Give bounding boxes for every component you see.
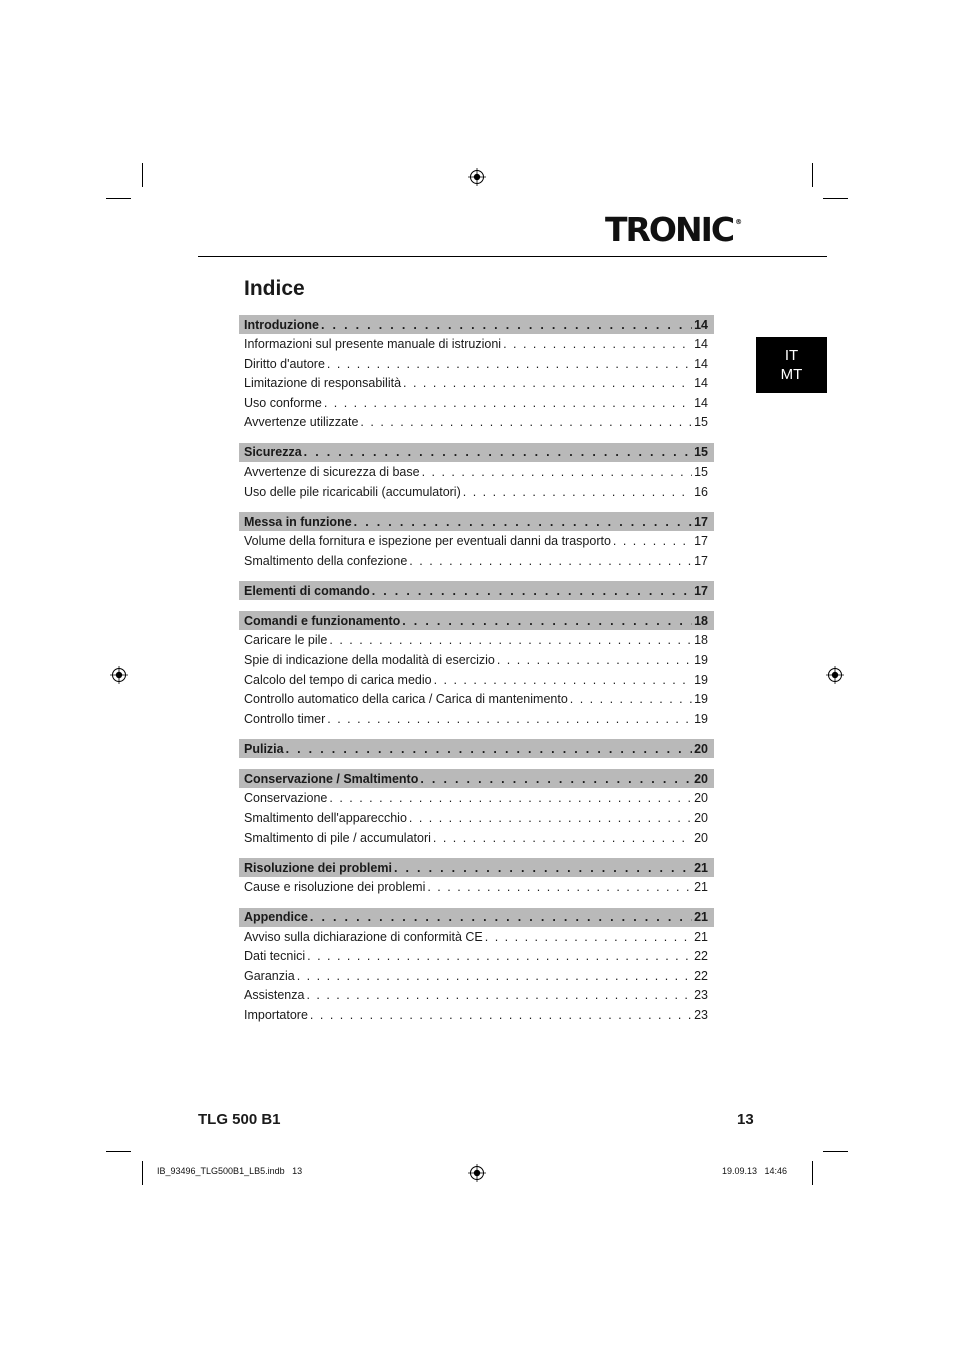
language-tab bbox=[756, 337, 827, 393]
toc-section-page: 14 bbox=[694, 317, 708, 332]
toc-entry-page: 20 bbox=[694, 830, 708, 845]
toc-section-heading[interactable] bbox=[239, 443, 714, 462]
toc-section bbox=[239, 512, 714, 581]
toc-entry-page: 16 bbox=[694, 484, 708, 499]
toc-leader bbox=[329, 633, 692, 647]
toc-section bbox=[239, 769, 714, 858]
toc-entry[interactable] bbox=[239, 673, 714, 693]
footer-page-number: 13 bbox=[737, 1111, 754, 1128]
toc-section-title: Pulizia bbox=[244, 741, 284, 756]
toc-leader bbox=[310, 1008, 692, 1022]
brand-logo: TRONIC ® bbox=[605, 210, 743, 249]
toc-section bbox=[239, 315, 714, 443]
toc-entry-page: 23 bbox=[694, 1008, 708, 1023]
toc-entry-page: 19 bbox=[694, 692, 708, 707]
toc-entry-label: Controllo timer bbox=[244, 711, 326, 726]
toc-leader bbox=[403, 376, 692, 390]
toc-entry-label: Smaltimento di pile / accumulatori bbox=[244, 830, 431, 845]
toc-section-title: Sicurezza bbox=[244, 445, 302, 460]
print-slug-file: IB_93496_TLG500B1_LB5.indb 13 bbox=[157, 1166, 303, 1176]
toc-section-heading[interactable] bbox=[239, 908, 714, 927]
toc-entry-label: Spie di indicazione della modalità di esercizio bbox=[244, 652, 495, 667]
toc-entry-list bbox=[239, 927, 714, 1036]
toc-entry-page: 17 bbox=[694, 553, 708, 568]
toc-leader bbox=[310, 910, 692, 924]
toc-entry-label: Dati tecnici bbox=[244, 949, 306, 964]
toc-entry-page: 21 bbox=[694, 929, 708, 944]
toc-entry-page: 15 bbox=[694, 415, 708, 430]
toc-entry-label: Informazioni sul presente manuale di istruzioni bbox=[244, 337, 502, 351]
toc-section-page: 17 bbox=[694, 583, 708, 598]
toc-entry-page: 17 bbox=[694, 534, 708, 549]
toc-entry[interactable] bbox=[239, 1008, 714, 1028]
registration-mark-icon bbox=[468, 1164, 486, 1182]
toc-entry-page: 19 bbox=[694, 652, 708, 667]
toc-section-heading[interactable] bbox=[239, 315, 714, 334]
toc-leader bbox=[613, 534, 692, 548]
crop-mark bbox=[823, 198, 848, 199]
toc-leader bbox=[324, 396, 692, 410]
toc-leader bbox=[321, 318, 692, 332]
toc-leader bbox=[427, 880, 692, 894]
toc-section-title: Risoluzione dei problemi bbox=[244, 860, 392, 875]
toc-leader bbox=[304, 445, 692, 459]
toc-section-title: Elementi di comando bbox=[244, 583, 370, 598]
toc-section-page: 18 bbox=[694, 613, 708, 628]
toc-entry[interactable] bbox=[239, 415, 714, 435]
toc-entry-page: 20 bbox=[694, 791, 708, 806]
page-title: Indice bbox=[244, 277, 305, 300]
toc-leader bbox=[360, 415, 692, 429]
toc-entry-page: 14 bbox=[694, 395, 708, 410]
toc-section-heading[interactable] bbox=[239, 739, 714, 758]
toc-section bbox=[239, 739, 714, 758]
toc-entry-page: 22 bbox=[694, 968, 708, 983]
toc-section bbox=[239, 611, 714, 739]
toc-entry-list bbox=[239, 877, 714, 908]
language-tab-line1: IT bbox=[784, 347, 799, 364]
toc-entry[interactable] bbox=[239, 969, 714, 989]
toc-leader bbox=[372, 584, 692, 598]
toc-section-page: 20 bbox=[694, 771, 708, 786]
toc-section-page: 21 bbox=[694, 860, 708, 875]
toc-entry-page: 15 bbox=[694, 464, 708, 479]
toc-entry-list bbox=[239, 462, 714, 512]
toc-entry[interactable] bbox=[239, 534, 714, 554]
toc-leader bbox=[420, 772, 692, 786]
toc-entry[interactable] bbox=[239, 337, 714, 357]
toc-leader bbox=[307, 949, 692, 963]
table-of-contents bbox=[239, 315, 714, 1036]
toc-entry[interactable] bbox=[239, 554, 714, 574]
toc-entry-label: Diritto d'autore bbox=[244, 356, 325, 371]
toc-section bbox=[239, 858, 714, 908]
toc-entry-label: Conservazione bbox=[244, 791, 328, 806]
toc-entry-page: 14 bbox=[694, 376, 708, 391]
toc-entry[interactable] bbox=[239, 692, 714, 712]
toc-entry-page: 19 bbox=[694, 672, 708, 687]
crop-mark bbox=[823, 1151, 848, 1152]
toc-leader bbox=[409, 811, 692, 825]
toc-entry-page: 14 bbox=[694, 356, 708, 371]
toc-leader bbox=[409, 554, 692, 568]
toc-entry-list bbox=[239, 788, 714, 858]
crop-mark bbox=[812, 1161, 813, 1185]
toc-entry-label: Smaltimento dell'apparecchio bbox=[244, 810, 407, 825]
toc-section-heading[interactable] bbox=[239, 581, 714, 600]
toc-leader bbox=[329, 791, 692, 805]
toc-entry-label: Calcolo del tempo di carica medio bbox=[244, 672, 432, 687]
toc-entry[interactable] bbox=[239, 485, 714, 505]
crop-mark bbox=[142, 1161, 143, 1185]
toc-entry-page: 23 bbox=[694, 988, 708, 1003]
toc-leader bbox=[286, 742, 693, 756]
toc-leader bbox=[497, 653, 692, 667]
toc-entry-label: Volume della fornitura e ispezione per eventuali danni da trasporto bbox=[244, 534, 611, 549]
toc-entry-label: Cause e risoluzione dei problemi bbox=[244, 880, 426, 895]
registration-mark-icon bbox=[110, 666, 128, 684]
toc-entry-list bbox=[239, 630, 714, 739]
toc-entry-page: 18 bbox=[694, 633, 708, 648]
toc-entry-list bbox=[239, 334, 714, 443]
toc-section bbox=[239, 581, 714, 600]
toc-entry-label: Garanzia bbox=[244, 968, 295, 983]
toc-entry[interactable] bbox=[239, 880, 714, 900]
toc-leader bbox=[433, 831, 692, 845]
toc-entry[interactable] bbox=[239, 376, 714, 396]
toc-leader bbox=[394, 861, 692, 875]
toc-entry[interactable] bbox=[239, 357, 714, 377]
toc-entry-page: 19 bbox=[694, 711, 708, 726]
toc-section-title: Introduzione bbox=[244, 317, 319, 332]
toc-leader bbox=[402, 614, 692, 628]
toc-entry-label: Avviso sulla dichiarazione di conformità CE bbox=[244, 929, 483, 944]
toc-entry[interactable] bbox=[239, 831, 714, 851]
toc-entry-label: Limitazione di responsabilità bbox=[244, 376, 402, 391]
crop-mark bbox=[106, 198, 131, 199]
toc-entry-label: Importatore bbox=[244, 1008, 308, 1023]
toc-leader bbox=[503, 337, 692, 351]
toc-entry-label: Uso conforme bbox=[244, 395, 322, 410]
toc-section-title: Conservazione / Smaltimento bbox=[244, 771, 419, 786]
crop-mark bbox=[142, 163, 143, 187]
toc-leader bbox=[306, 988, 692, 1002]
toc-entry-label: Controllo automatico della carica / Carica di mantenimento bbox=[244, 692, 568, 707]
toc-entry[interactable] bbox=[239, 930, 714, 950]
toc-entry-page: 14 bbox=[694, 337, 708, 351]
toc-section-page: 17 bbox=[694, 514, 708, 529]
toc-section-title: Appendice bbox=[244, 910, 308, 925]
toc-entry-page: 22 bbox=[694, 949, 708, 964]
toc-entry[interactable] bbox=[239, 712, 714, 732]
toc-entry-label: Uso delle pile ricaricabili (accumulatori) bbox=[244, 484, 461, 499]
toc-leader bbox=[297, 969, 692, 983]
toc-entry-label: Assistenza bbox=[244, 988, 305, 1003]
toc-section-title: Messa in funzione bbox=[244, 514, 352, 529]
toc-section-heading[interactable] bbox=[239, 512, 714, 531]
toc-leader bbox=[422, 465, 693, 479]
toc-leader bbox=[327, 712, 692, 726]
toc-entry[interactable] bbox=[239, 949, 714, 969]
print-slug-datetime: 19.09.13 14:46 bbox=[722, 1166, 788, 1176]
toc-section-heading[interactable] bbox=[239, 611, 714, 630]
footer-model: TLG 500 B1 bbox=[198, 1111, 281, 1128]
toc-section-title: Comandi e funzionamento bbox=[244, 613, 401, 628]
toc-section bbox=[239, 443, 714, 512]
toc-entry[interactable] bbox=[239, 396, 714, 416]
crop-mark bbox=[106, 1151, 131, 1152]
toc-entry[interactable] bbox=[239, 988, 714, 1008]
toc-section-heading[interactable] bbox=[239, 769, 714, 788]
language-tab-line2: MT bbox=[780, 366, 803, 383]
toc-entry-page: 20 bbox=[694, 810, 708, 825]
toc-leader bbox=[485, 930, 692, 944]
toc-entry-label: Caricare le pile bbox=[244, 633, 328, 648]
toc-entry[interactable] bbox=[239, 633, 714, 653]
toc-leader bbox=[327, 357, 692, 371]
toc-entry-list bbox=[239, 531, 714, 581]
toc-entry[interactable] bbox=[239, 811, 714, 831]
toc-entry-label: Avvertenze utilizzate bbox=[244, 415, 359, 430]
toc-leader bbox=[434, 673, 693, 687]
toc-entry-label: Smaltimento della confezione bbox=[244, 553, 408, 568]
toc-leader bbox=[354, 515, 692, 529]
toc-section-page: 20 bbox=[694, 741, 708, 756]
toc-section-page: 21 bbox=[694, 910, 708, 925]
toc-section-page: 15 bbox=[694, 445, 708, 460]
crop-mark bbox=[812, 163, 813, 187]
toc-entry[interactable] bbox=[239, 791, 714, 811]
toc-entry[interactable] bbox=[239, 465, 714, 485]
toc-section bbox=[239, 908, 714, 1036]
toc-leader bbox=[570, 692, 692, 706]
toc-entry[interactable] bbox=[239, 653, 714, 673]
toc-section-heading[interactable] bbox=[239, 858, 714, 877]
registration-mark-icon bbox=[826, 666, 844, 684]
toc-entry-page: 21 bbox=[694, 880, 708, 895]
toc-entry-label: Avvertenze di sicurezza di base bbox=[244, 464, 420, 479]
header-rule bbox=[198, 256, 827, 257]
registration-mark-icon bbox=[468, 168, 486, 186]
toc-leader bbox=[463, 485, 692, 499]
